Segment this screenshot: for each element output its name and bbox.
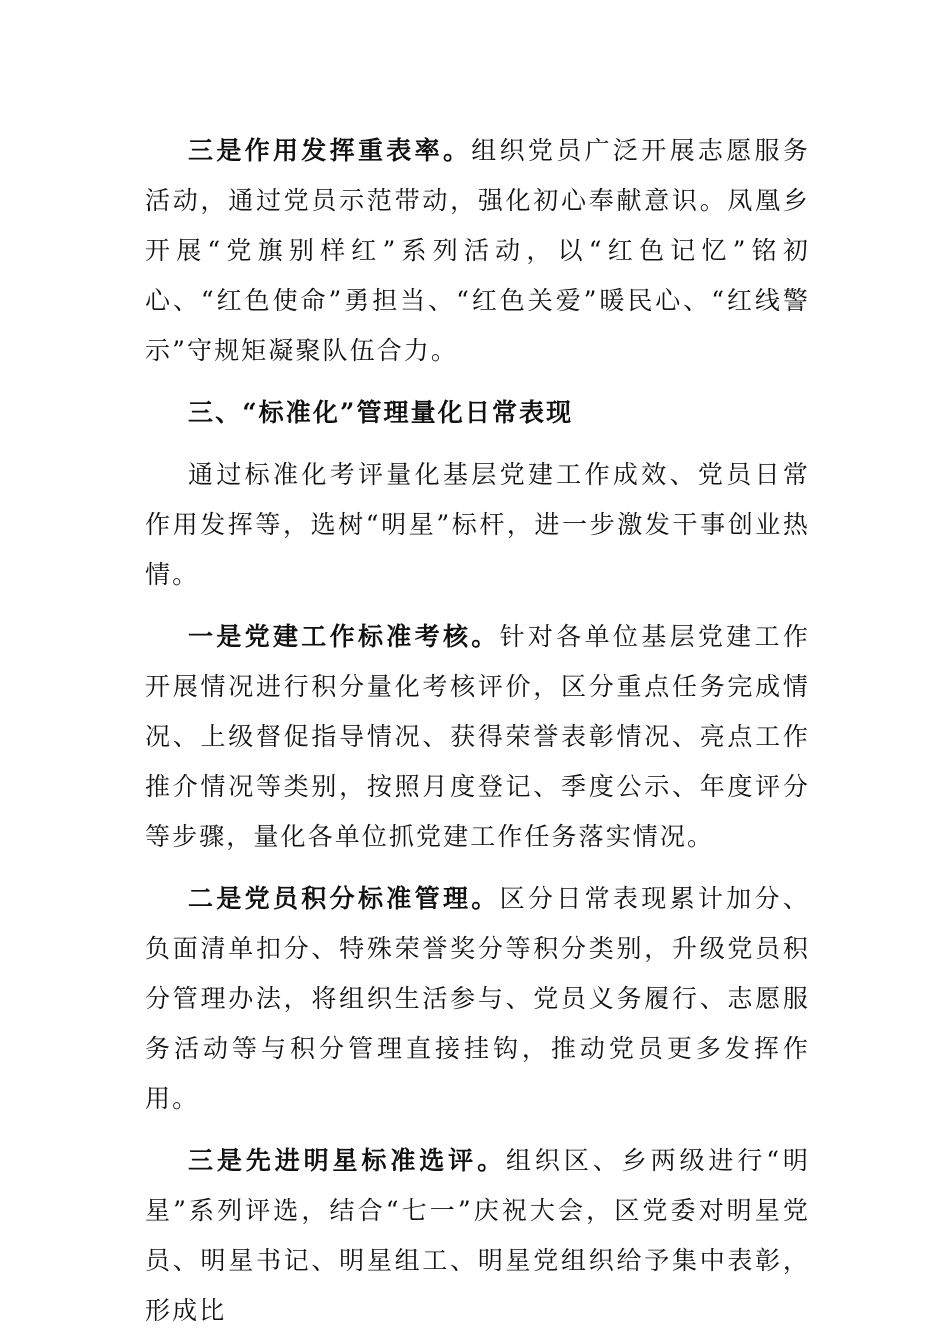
paragraph-party-building-assessment [145,612,810,862]
document-body [145,126,810,1336]
paragraph-text: 针对各单位基层党建工作开展情况进行积分量化考核评价，区分重点任务完成情况、上级督促指导情况、获得荣誉表彰情况、亮点工作推介情况等类别，按照月度登记、季度公示、年度评分等步骤，量化各单位抓党建工作任务落实情况。 [145,622,810,851]
paragraph-text: 组织党员广泛开展志愿服务活动，通过党员示范带动，强化初心奉献意识。凤凰乡开展“党旗别样红”系列活动，以“红色记忆”铭初心、“红色使命”勇担当、“红色关爱”暖民心、“红线警示”守规矩凝聚队伍合力。 [145,136,810,365]
paragraph-text: 区分日常表现累计加分、负面清单扣分、特殊荣誉奖分等积分类别，升级党员积分管理办法，将组织生活参与、党员义务履行、志愿服务活动等与积分管理直接挂钩，推动党员更多发挥作用。 [145,884,810,1113]
paragraph-text: 通过标准化考评量化基层党建工作成效、党员日常作用发挥等，选树“明星”标杆，进一步激发干事创业热情。 [145,460,810,589]
paragraph-lead: 一是党建工作标准考核。 [188,622,500,651]
paragraph-role-model [145,126,810,376]
paragraph-intro [145,450,810,600]
section-heading: 三、“标准化”管理量化日常表现 [188,398,574,427]
paragraph-lead: 三是先进明星标准选评。 [188,1146,507,1175]
paragraph-points-management [145,874,810,1124]
paragraph-text: 组织区、乡两级进行“明星”系列评选，结合“七一”庆祝大会，区党委对明星党员、明星书记、明星组工、明星党组织给予集中表彰，形成比 [145,1146,810,1325]
paragraph-star-selection [145,1136,810,1336]
paragraph-lead: 三是作用发挥重表率。 [188,136,472,165]
paragraph-lead: 二是党员积分标准管理。 [188,884,500,913]
